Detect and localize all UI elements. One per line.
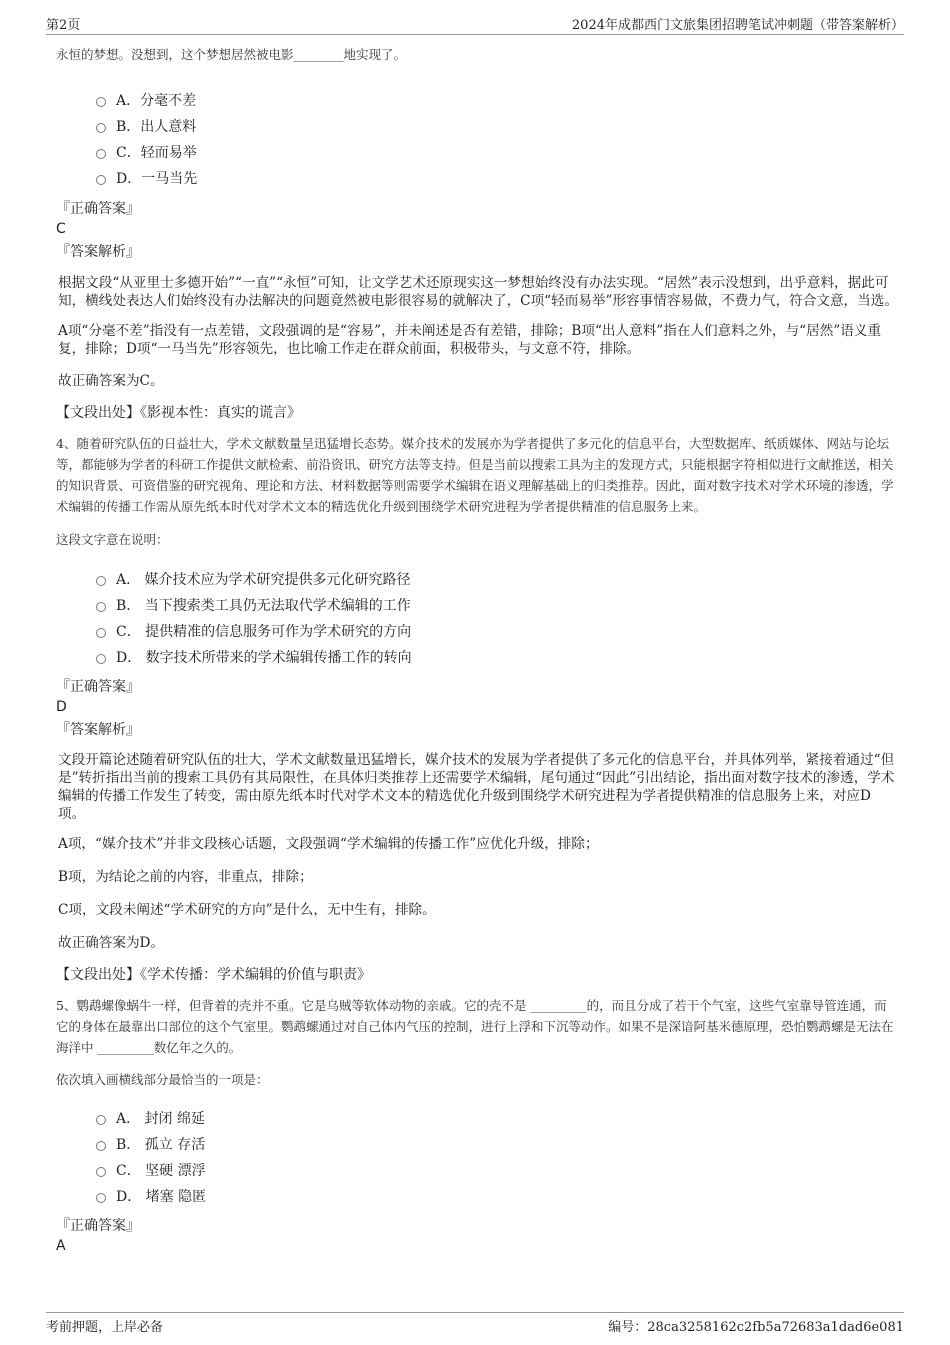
q3-answer-label: 『正确答案』 xyxy=(56,201,140,217)
radio-icon[interactable] xyxy=(96,123,106,133)
radio-icon[interactable] xyxy=(96,1193,106,1203)
footer-slogan: 考前押题，上岸必备 xyxy=(46,1320,164,1335)
radio-icon[interactable] xyxy=(96,1167,106,1177)
q5-option-b[interactable]: B． 孤立 存活 xyxy=(96,1132,898,1158)
q3-source: 【文段出处】《影视本性：真实的谎言》 xyxy=(56,405,301,421)
q3-explanation-3: 故正确答案为C。 xyxy=(58,373,164,389)
q5-option-c[interactable]: C． 坚硬 漂浮 xyxy=(96,1158,898,1184)
q3-explanation-1: 根据文段“从亚里士多德开始”“一直”“永恒”可知，让文学艺术还原现实这一梦想始终没有办法实现。“居然”表示没想到，出乎意料，据此可知，横线处表达人们始终没有办法解决的问题竟然被电影很容易的就解决了，C项“轻而易举”形容事情容易做，不费力气，符合文意，当选。 xyxy=(58,275,898,309)
q3-tail-text: 永恒的梦想。没想到，这个梦想居然被电影________地实现了。 xyxy=(56,47,407,62)
q4-source: 【文段出处】《学术传播：学术编辑的价值与职责》 xyxy=(56,967,371,983)
q4-option-d[interactable]: D． 数字技术所带来的学术编辑传播工作的转向 xyxy=(96,645,898,671)
q5-prompt: 依次填入画横线部分最恰当的一项是： xyxy=(56,1072,269,1087)
radio-icon[interactable] xyxy=(96,149,106,159)
q4-options xyxy=(56,567,898,671)
radio-icon[interactable] xyxy=(96,1115,106,1125)
q4-explanation-4: C项，文段未阐述“学术研究的方向”是什么，无中生有，排除。 xyxy=(58,902,436,918)
radio-icon[interactable] xyxy=(96,602,106,612)
q4-option-a[interactable]: A． 媒介技术应为学术研究提供多元化研究路径 xyxy=(96,567,898,593)
q4-explanation-5: 故正确答案为D。 xyxy=(58,935,165,951)
radio-icon[interactable] xyxy=(96,175,106,185)
q4-explanation-1: 文段开篇论述随着研究队伍的壮大，学术文献数量迅猛增长，媒介技术的发展为学者提供了多元化的信息平台，并具体列举，紧接着通过“但是”转折指出当前的搜索工具仍有其局限性，在具体归类推荐上还需要学术编辑，尾句通过“因此”引出结论，指出面对数字技术的渗透，学术编辑的传播工作发生了转变，需由原先纸本时代对学术文本的精选优化升级到围绕学术研究进程为学者提供精准的信息服务上来，对应D项。 xyxy=(58,752,895,822)
q3-explanation-2: A项“分毫不差”指没有一点差错，文段强调的是“容易”，并未阐述是否有差错，排除；B项“出人意料”指在人们意料之外，与“居然”语义重复，排除；D项“一马当先”形容领先，也比喻工作走在群众前面，积极带头，与文意不符，排除。 xyxy=(58,323,882,357)
q5-text: 5、鹦鹉螺像蜗牛一样，但背着的壳并不重。它是乌贼等软体动物的亲戚。它的壳不是 _________的，而且分成了若干个气室，这些气室靠导管连通，而它的身体在最靠出口部位的这个气室里。鹦鹉螺通过对自己体内气压的控制，进行上浮和下沉等动作。如果不是深谙阿基米德原理，恐怕鹦鹉螺是无法在海洋中 _________数亿年之久的。 xyxy=(56,998,894,1055)
q3-analysis-label: 『答案解析』 xyxy=(56,244,140,260)
q3-option-d[interactable]: D．一马当先 xyxy=(96,166,898,192)
q3-option-c[interactable]: C．轻而易举 xyxy=(96,140,898,166)
q4-explanation-2: A项，“媒介技术”并非文段核心话题，文段强调“学术编辑的传播工作”应优化升级，排除； xyxy=(58,836,599,852)
page-header xyxy=(46,14,904,35)
q4-option-b[interactable]: B． 当下搜索类工具仍无法取代学术编辑的工作 xyxy=(96,593,898,619)
q5-option-d[interactable]: D． 堵塞 隐匿 xyxy=(96,1184,898,1210)
q4-answer-label: 『正确答案』 xyxy=(56,679,140,695)
radio-icon[interactable] xyxy=(96,97,106,107)
radio-icon[interactable] xyxy=(96,654,106,664)
page-footer xyxy=(46,1312,904,1335)
page-number: 第2页 xyxy=(46,18,81,33)
q5-answer-label: 『正确答案』 xyxy=(56,1218,140,1234)
q3-answer: C xyxy=(56,221,66,237)
q4-analysis-label: 『答案解析』 xyxy=(56,722,140,738)
document-title: 2024年成都西门文旅集团招聘笔试冲刺题（带答案解析） xyxy=(571,18,904,33)
document-id: 编号：28ca3258162c2fb5a72683a1dad6e081 xyxy=(608,1320,904,1335)
q5-options xyxy=(56,1106,898,1210)
q4-prompt: 这段文字意在说明： xyxy=(56,532,169,547)
q4-text: 4、随着研究队伍的日益壮大，学术文献数量呈迅猛增长态势。媒介技术的发展亦为学者提供了多元化的信息平台，大型数据库、纸质媒体、网站与论坛等，都能够为学者的科研工作提供文献检索、前沿资讯、研究方法等支持。但是当前以搜索工具为主的发现方式，只能根据字符相似进行文献推送，相关的知识背景、可资借鉴的研究视角、理论和方法、材料数据等则需要学术编辑在语义理解基础上的归类推荐。因此，面对数字技术对学术环境的渗透，学术编辑的传播工作需从原先纸本时代对学术文本的精选优化升级到围绕学术研究进程为学者提供精准的信息服务上来。 xyxy=(56,436,894,514)
q3-option-a[interactable]: A．分毫不差 xyxy=(96,88,898,114)
q4-answer: D xyxy=(56,699,67,715)
q5-answer: A xyxy=(56,1238,66,1254)
q4-explanation-3: B项，为结论之前的内容，非重点，排除； xyxy=(58,869,313,885)
q3-option-b[interactable]: B．出人意料 xyxy=(96,114,898,140)
radio-icon[interactable] xyxy=(96,1141,106,1151)
q4-option-c[interactable]: C． 提供精准的信息服务可作为学术研究的方向 xyxy=(96,619,898,645)
radio-icon[interactable] xyxy=(96,576,106,586)
page-content xyxy=(56,44,898,1255)
q3-options xyxy=(56,88,898,192)
radio-icon[interactable] xyxy=(96,628,106,638)
q5-option-a[interactable]: A． 封闭 绵延 xyxy=(96,1106,898,1132)
